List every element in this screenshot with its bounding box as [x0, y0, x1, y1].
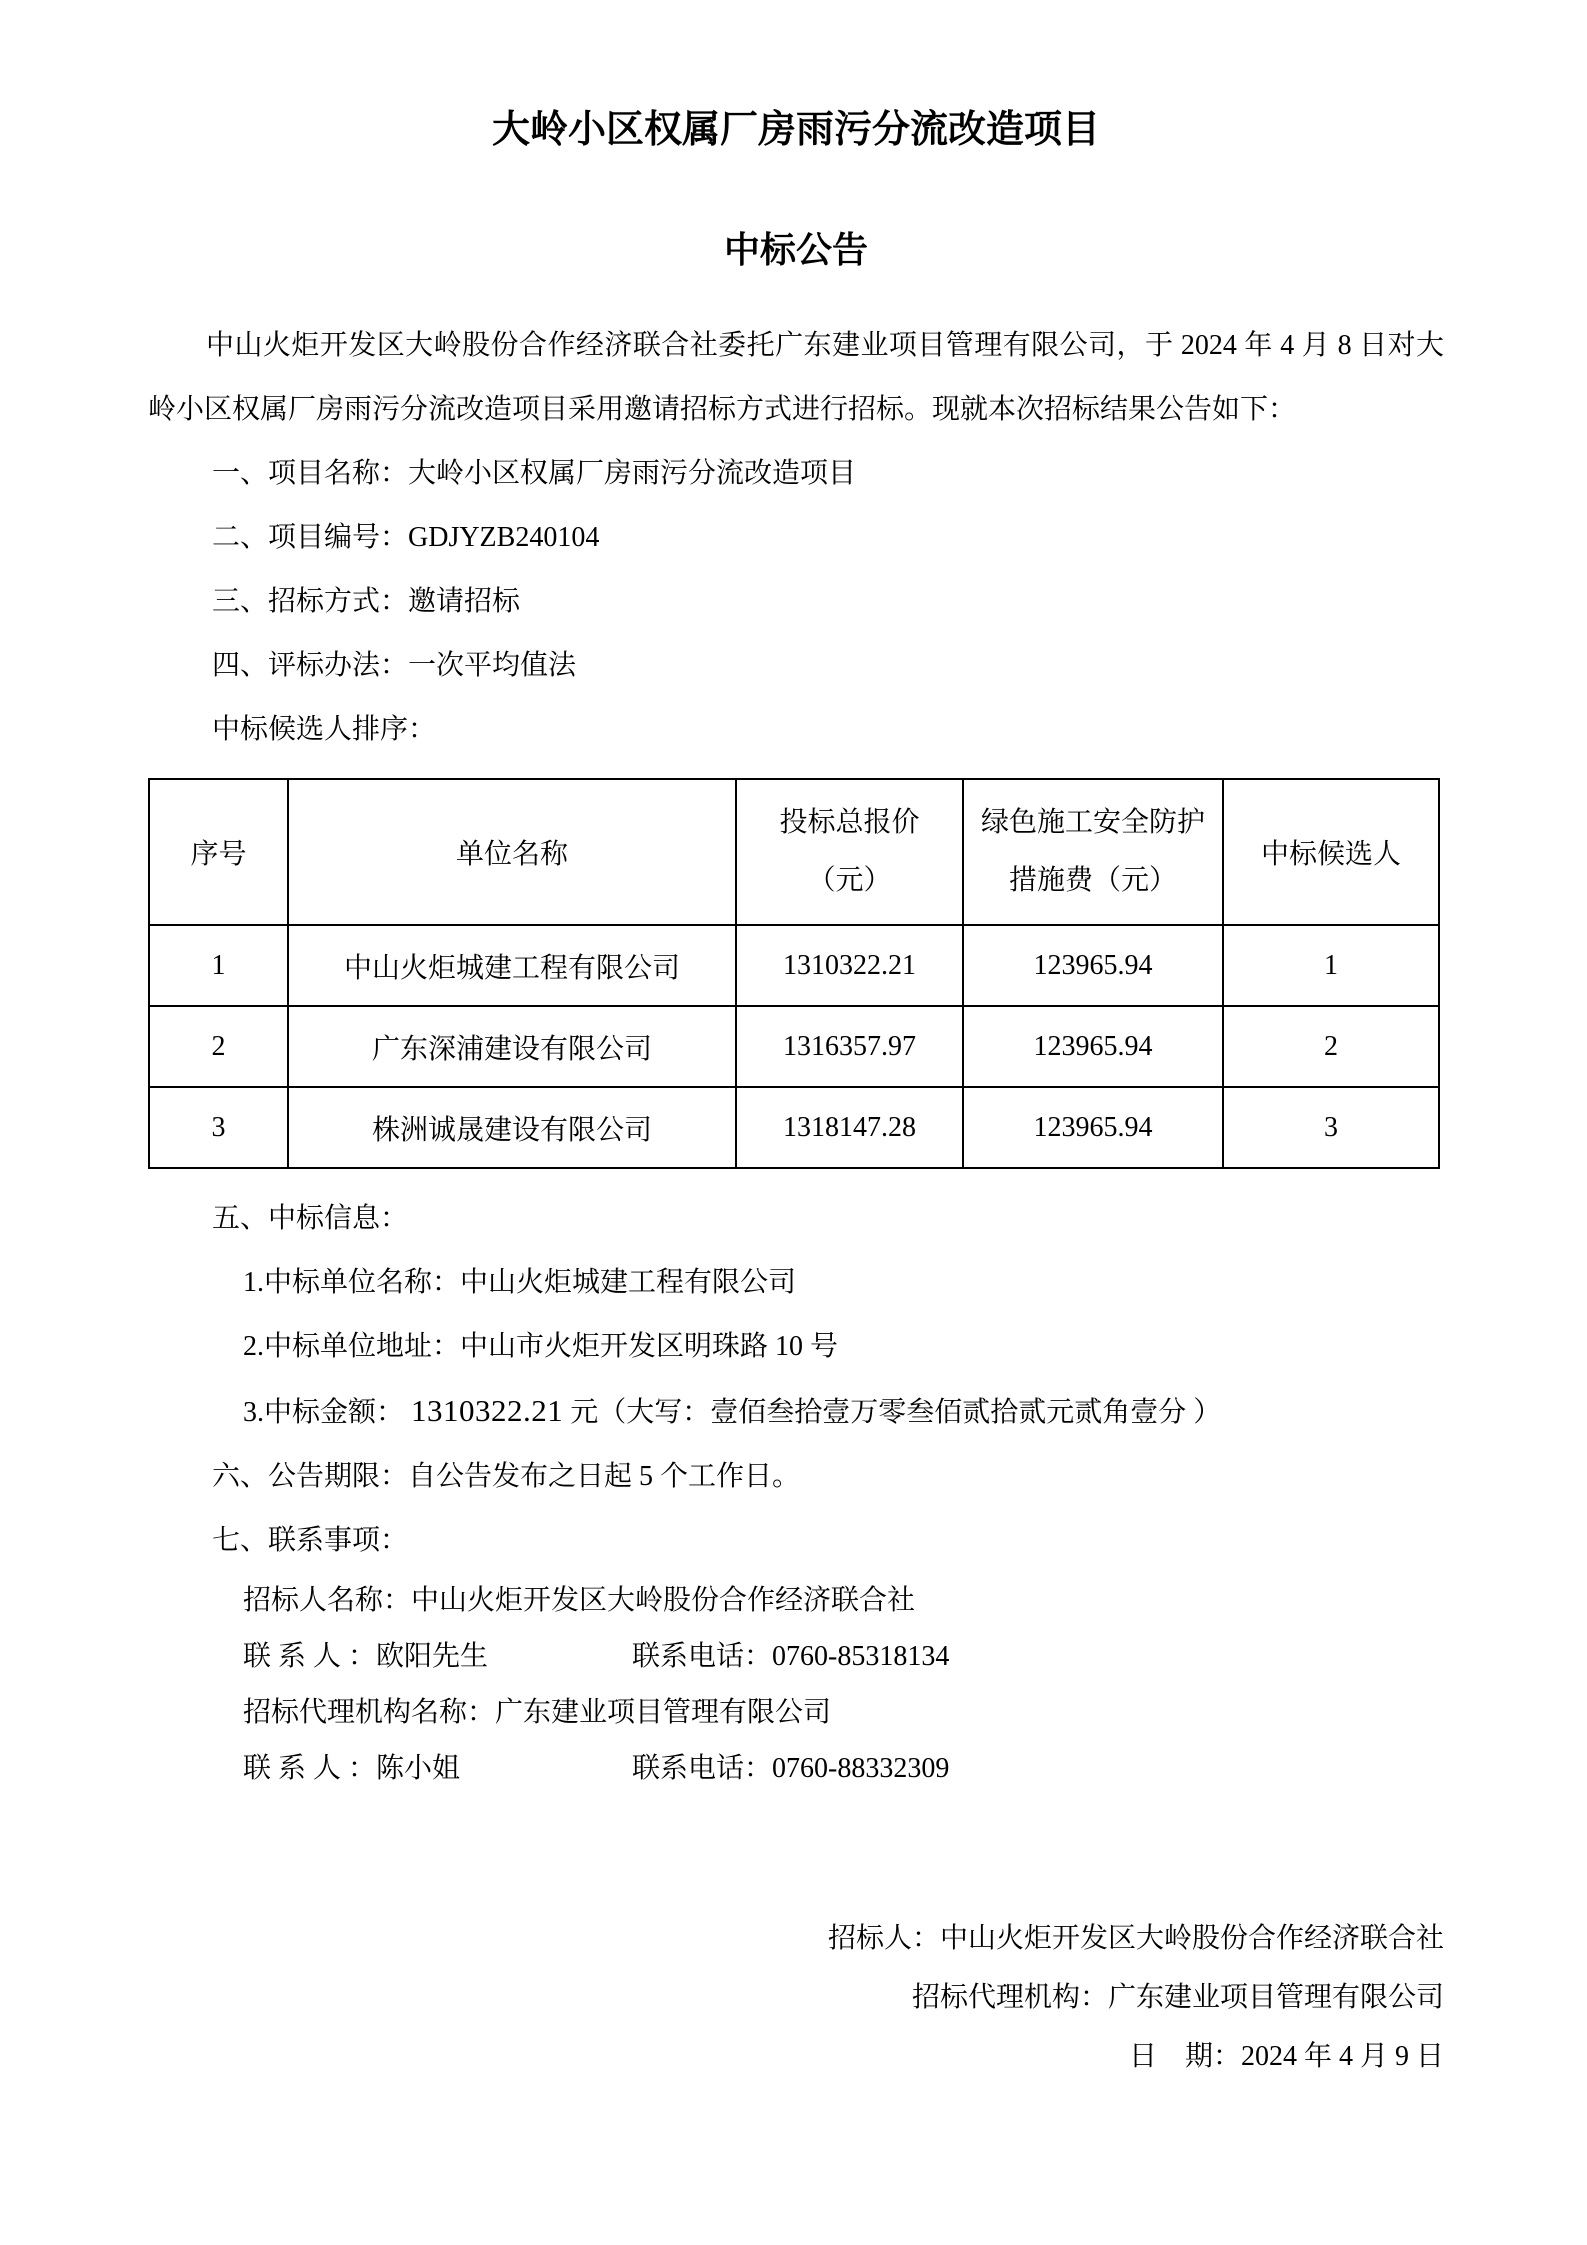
page-subtitle: 中标公告 [723, 230, 868, 271]
tenderer-name-line: 招标人名称：中山火炬开发区大岭股份合作经济联合社 [243, 1585, 916, 1617]
cell-candidate: 2 [1223, 1006, 1439, 1087]
col-header-candidate: 中标候选人 [1223, 779, 1439, 925]
cell-seq: 1 [149, 925, 288, 1006]
cell-bid: 1318147.28 [736, 1087, 963, 1168]
table-header-row [149, 779, 1439, 925]
col-header-bid-line2: （元） [807, 865, 892, 897]
cell-bid: 1310322.21 [736, 925, 963, 1006]
contact2-person: 联 系 人 ：陈小姐 [243, 1753, 461, 1785]
footer-date: 日 期：2024 年 4 月 9 日 [1128, 2041, 1444, 2073]
list-item-tender-method: 三、招标方式：邀请招标 [212, 586, 521, 618]
signature-block [148, 1909, 1444, 2086]
cell-seq: 2 [149, 1006, 288, 1087]
col-header-bid-line1: 投标总报价 [779, 807, 920, 839]
page-title: 大岭小区权属厂房雨污分流改造项目 [491, 109, 1100, 151]
intro-paragraph: 中山火炬开发区大岭股份合作经济联合社委托广东建业项目管理有限公司，于 2024 年 4 月 8 日对大岭小区权属厂房雨污分流改造项目采用邀请招标方式进行招标。现就本次招标结果公告如下： [148, 330, 1444, 426]
contact-person-line [148, 1629, 1444, 1685]
footer-agency: 招标代理机构：广东建业项目管理有限公司 [911, 1982, 1444, 2014]
col-header-company: 单位名称 [288, 779, 736, 925]
award-amount-line [148, 1379, 1444, 1445]
section-award-info [148, 1187, 1444, 1573]
col-header-seq: 序号 [149, 779, 288, 925]
cell-seq: 3 [149, 1087, 288, 1168]
cell-safety: 123965.94 [963, 925, 1223, 1006]
award-amount-number: 1310322.21 [411, 1393, 564, 1429]
table-row [149, 1087, 1439, 1168]
award-amount-suffix: 元（大写：壹佰叁拾壹万零叁佰贰拾贰元贰角壹分 ） [563, 1397, 1222, 1429]
cell-company: 株洲诚晟建设有限公司 [288, 1087, 736, 1168]
col-header-safety-line1: 绿色施工安全防护 [980, 807, 1205, 839]
list-item-evaluation-method: 四、评标办法：一次平均值法 [212, 650, 577, 682]
contact1-phone: 联系电话：0760-85318134 [632, 1641, 950, 1673]
table-row [149, 925, 1439, 1006]
col-header-bid-total [736, 779, 963, 925]
numbered-list [148, 442, 1444, 762]
table-row [149, 1006, 1439, 1087]
award-amount-prefix: 3.中标金额： [243, 1397, 412, 1429]
col-header-safety-fee [963, 779, 1223, 925]
contact-heading: 七、联系事项： [212, 1525, 409, 1557]
cell-bid: 1316357.97 [736, 1006, 963, 1087]
footer-tenderer: 招标人：中山火炬开发区大岭股份合作经济联合社 [827, 1923, 1444, 1955]
cell-candidate: 1 [1223, 925, 1439, 1006]
col-header-safety-line2: 措施费（元） [1008, 865, 1177, 897]
cell-safety: 123965.94 [963, 1006, 1223, 1087]
ranking-label: 中标候选人排序： [212, 714, 437, 746]
cell-company: 广东深浦建设有限公司 [288, 1006, 736, 1087]
cell-candidate: 3 [1223, 1087, 1439, 1168]
candidate-ranking-table [148, 778, 1440, 1169]
announcement-period-line: 六、公告期限：自公告发布之日起 5 个工作日。 [212, 1461, 801, 1493]
contact2-phone: 联系电话：0760-88332309 [632, 1753, 950, 1785]
agency-name-line: 招标代理机构名称：广东建业项目管理有限公司 [243, 1697, 832, 1729]
list-item-project-number: 二、项目编号：GDJYZB240104 [212, 522, 600, 554]
winner-name-line: 1.中标单位名称：中山火炬城建工程有限公司 [243, 1267, 797, 1299]
winner-address-line: 2.中标单位地址：中山市火炬开发区明珠路 10 号 [243, 1331, 839, 1363]
award-info-heading: 五、中标信息： [212, 1203, 409, 1235]
contact-block [148, 1573, 1444, 1797]
contact-person-line [148, 1741, 1444, 1797]
cell-company: 中山火炬城建工程有限公司 [288, 925, 736, 1006]
list-item-project-name: 一、项目名称：大岭小区权属厂房雨污分流改造项目 [212, 458, 857, 490]
cell-safety: 123965.94 [963, 1087, 1223, 1168]
contact1-person: 联 系 人 ：欧阳先生 [243, 1641, 489, 1673]
